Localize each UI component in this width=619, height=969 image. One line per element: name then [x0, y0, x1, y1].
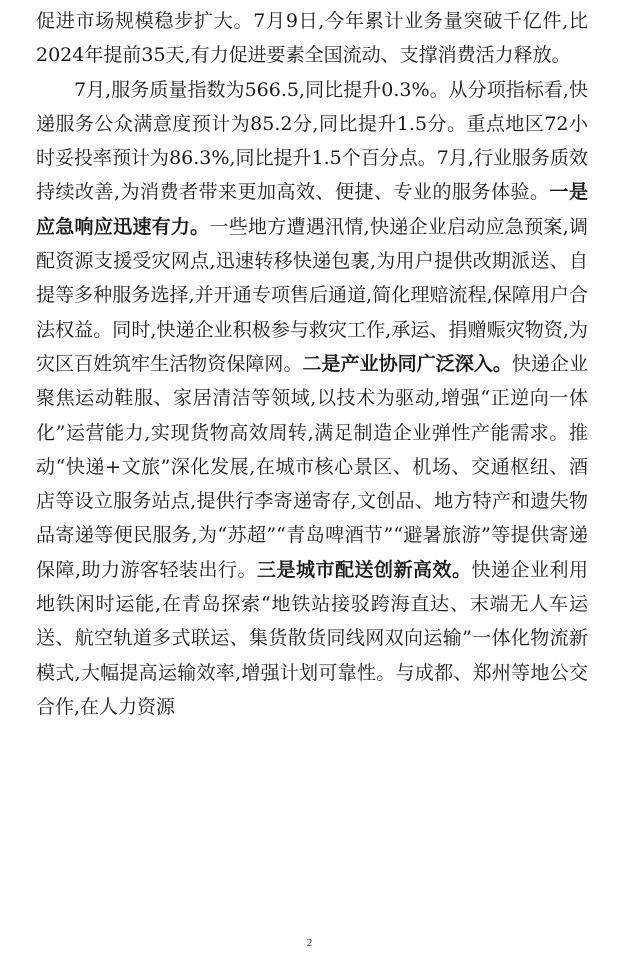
paragraph-volume: 促进市场规模稳步扩大。7月9日,今年累计业务量突破千亿件,比2024年提前35天,有力促进要素全国流动、支撑消费活力释放。 — [36, 10, 588, 67]
city-delivery-text: 快递企业利用地铁闲时运能,在青岛探索“地铁站接驳跨海直达、末端无人车运送、航空轨道多式联运、集货散货同线网双向运输”一体化物流新模式,大幅提高运输效率,增强计划可靠性。与成都、郑州等地公交合作,在人力资源 — [36, 558, 588, 718]
industry-collaboration-text: 快递企业聚焦运动鞋服、家居清洁等领域,以技术为驱动,增强“正逆向一体化”运营能力,实现货物高效周转,满足制造企业弹性产能需求。推动“快递+文旅”深化发展,在城市核心景区、机场、交通枢纽、酒店等设立服务站点,提供行李寄递寄存,文创品、地方特产和遗失物品寄递等便民服务,为“苏超”“青岛啤酒节”“避暑旅游”等提供寄递保障,助力游客轻装出行。 — [36, 352, 588, 581]
document-body — [36, 4, 588, 724]
service-quality-intro: 7月,服务质量指数为566.5,同比提升0.3%。从分项指标看,快递服务公众满意度预计为85.2分,同比提升1.5分。重点地区72小时妥投率预计为86.3%,同比提升1.5个百分点。7月,行业服务质效持续改善,为消费者带来更加高效、便捷、专业的服务体验。 — [36, 78, 588, 204]
heading-industry-collaboration: 二是产业协同广泛深入。 — [302, 352, 512, 375]
emergency-response-text: 一些地方遭遇汛情,快递企业启动应急预案,调配资源支援受灾网点,迅速转移快递包裹,为用户提供改期派送、自提等多种服务选择,并开通专项售后通道,简化理赔流程,保障用户合法权益。同时,快递企业积极参与救灾工作,承运、捐赠赈灾物资,为灾区百姓筑牢生活物资保障网。 — [36, 215, 588, 375]
heading-city-delivery: 三是城市配送创新高效。 — [257, 558, 472, 581]
paragraph-service-quality — [36, 73, 588, 725]
page-number: 2 — [306, 937, 313, 949]
heading-emergency-response: 一是应急响应迅速有力。 — [36, 181, 588, 238]
